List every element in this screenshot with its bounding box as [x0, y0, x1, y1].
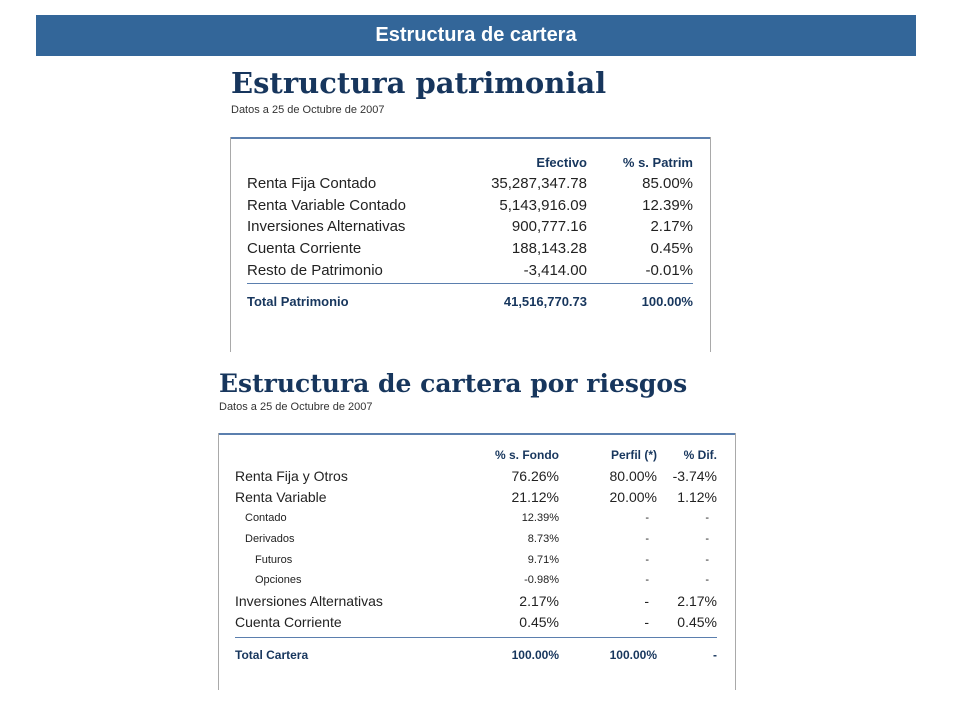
riesgos-title: Estructura de cartera por riesgos [219, 369, 688, 398]
table-row [247, 259, 693, 281]
row-dif: - [705, 532, 709, 545]
patrimonial-total [247, 291, 693, 311]
patrimonial-top-rule [231, 137, 710, 139]
row-label: Renta Fija y Otros [235, 468, 348, 485]
row-fondo: 12.39% [521, 511, 559, 524]
col-perfil: Perfil (*) [610, 448, 657, 462]
table-row [247, 216, 693, 238]
page-banner [36, 15, 916, 56]
row-perfil: - [645, 574, 649, 587]
table-row [235, 570, 717, 591]
riesgos-total [235, 645, 717, 665]
riesgos-table-box [218, 433, 736, 690]
col-pct-fondo: % s. Fondo [495, 448, 559, 462]
row-perfil: 20.00% [609, 489, 657, 506]
row-efectivo: -3,414.00 [523, 261, 587, 279]
table-row [235, 612, 717, 633]
row-label: Contado [245, 511, 287, 524]
row-label: Renta Variable [235, 489, 327, 506]
row-pct: 12.39% [642, 196, 693, 214]
row-label: Derivados [245, 532, 295, 545]
row-pct: 2.17% [650, 218, 693, 236]
table-row [247, 173, 693, 195]
table-row [235, 528, 717, 549]
row-fondo: 2.17% [519, 593, 559, 610]
col-pct-dif: % Dif. [683, 448, 717, 462]
row-perfil: 80.00% [609, 468, 657, 485]
patrimonial-table-box [230, 137, 711, 352]
row-pct: 85.00% [642, 175, 693, 193]
patrimonial-date: Datos a 25 de Octubre de 2007 [231, 104, 385, 116]
riesgos-date: Datos a 25 de Octubre de 2007 [219, 401, 373, 413]
row-dif: - [705, 574, 709, 587]
row-label: Inversiones Alternativas [235, 593, 383, 610]
row-label: Renta Fija Contado [247, 175, 377, 193]
total-fondo: 100.00% [511, 648, 559, 662]
riesgos-total-rule [235, 637, 717, 638]
patrimonial-header-row [247, 151, 693, 173]
row-fondo: 0.45% [519, 613, 559, 630]
total-dif: - [713, 648, 717, 662]
col-pct-patrim: % s. Patrim [622, 154, 693, 170]
table-row [235, 591, 717, 612]
patrimonial-total-row [247, 291, 693, 311]
riesgos-total-row [235, 645, 717, 665]
row-dif: 0.45% [677, 613, 717, 630]
patrimonial-title: Estructura patrimonial [231, 66, 607, 100]
row-label: Opciones [255, 574, 302, 587]
row-fondo: 8.73% [527, 532, 559, 545]
col-efectivo: Efectivo [536, 154, 587, 170]
row-efectivo: 900,777.16 [511, 218, 587, 236]
row-perfil: - [644, 593, 649, 610]
row-label: Cuenta Corriente [235, 613, 342, 630]
riesgos-header-row [235, 444, 717, 466]
riesgos-top-rule [219, 433, 735, 435]
table-row [235, 487, 717, 508]
row-dif: - [705, 511, 709, 524]
row-perfil: - [645, 553, 649, 566]
row-dif: -3.74% [672, 468, 717, 485]
patrimonial-table [247, 151, 693, 281]
row-perfil: - [644, 613, 649, 630]
row-fondo: 9.71% [527, 553, 559, 566]
row-efectivo: 35,287,347.78 [491, 175, 587, 193]
row-pct: 0.45% [650, 240, 693, 258]
row-dif: 1.12% [677, 489, 717, 506]
row-efectivo: 5,143,916.09 [499, 196, 587, 214]
row-label: Futuros [255, 553, 293, 566]
riesgos-table [235, 444, 717, 632]
total-label: Total Cartera [235, 648, 309, 662]
table-row [247, 238, 693, 260]
row-dif: 2.17% [677, 593, 717, 610]
table-row [235, 549, 717, 570]
table-row [235, 508, 717, 529]
row-efectivo: 188,143.28 [511, 240, 587, 258]
banner-title: Estructura de cartera [375, 24, 577, 46]
total-pct: 100.00% [641, 293, 693, 309]
row-fondo: 76.26% [511, 468, 559, 485]
row-label: Cuenta Corriente [247, 240, 362, 258]
row-perfil: - [645, 532, 649, 545]
table-row [247, 195, 693, 217]
row-perfil: - [645, 511, 649, 524]
row-pct: -0.01% [645, 261, 693, 279]
row-label: Resto de Patrimonio [247, 261, 383, 279]
row-dif: - [705, 553, 709, 566]
total-label: Total Patrimonio [247, 293, 349, 309]
row-fondo: -0.98% [524, 574, 559, 587]
patrimonial-total-rule [247, 283, 693, 284]
row-label: Renta Variable Contado [247, 196, 406, 214]
row-fondo: 21.12% [511, 489, 559, 506]
total-perfil: 100.00% [609, 648, 657, 662]
row-label: Inversiones Alternativas [247, 218, 406, 236]
table-row [235, 466, 717, 487]
total-efectivo: 41,516,770.73 [503, 293, 587, 309]
